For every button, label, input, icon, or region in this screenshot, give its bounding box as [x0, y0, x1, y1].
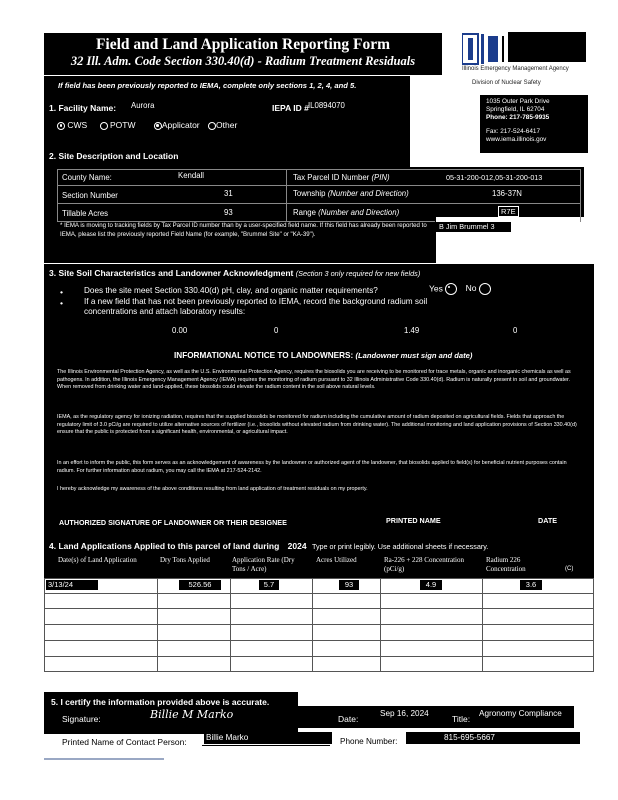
bullet-2: •: [60, 298, 64, 308]
yes-no-options: [429, 283, 491, 295]
soil-requirements-question: Does the site meet Section 330.40(d) pH, clay, and organic matter requirements?: [84, 286, 378, 295]
col-header-radium-226: Radium 226 Concentration: [486, 556, 526, 573]
bullet-1: •: [60, 287, 64, 297]
landowner-signature-label: AUTHORIZED SIGNATURE OF LANDOWNER OR THEIR DESIGNEE: [59, 518, 287, 527]
table-rule: [593, 578, 594, 672]
section-3-note: (Section 3 only required for new fields): [295, 269, 421, 278]
tillable-value[interactable]: 93: [224, 208, 233, 217]
address-line: Springfield, IL 62704: [486, 106, 545, 113]
option-label: CWS: [67, 120, 88, 130]
table-rule: [380, 578, 381, 672]
tillable-label: Tillable Acres: [62, 209, 109, 218]
applications-table: [44, 578, 594, 672]
section-4-heading: [49, 541, 488, 551]
table-rule: [44, 640, 594, 641]
range-value[interactable]: R7E: [498, 206, 519, 217]
table-cell-app-rate[interactable]: 5.7: [259, 580, 279, 590]
notice-title-note: (Landowner must sign and date): [355, 351, 473, 360]
radio-icon[interactable]: [154, 122, 162, 130]
option-label: POTW: [109, 120, 136, 130]
option-label: Other: [216, 120, 238, 130]
table-rule: [44, 671, 594, 672]
bg-value-1[interactable]: 0.00: [172, 326, 188, 335]
notice-paragraph-2: IEMA, as the regulatory agency for ionizing radiation, requires that the supplied biosolids be monitored for radium including the cumulative amount of radium deposited on agricultural fields. Fields that approach the regulatory limit of 3.0 pCi/g are required to utilize alternative sources of fertilizer (i.e., biosolids without elevated radium from drinking water). The additional monitoring and land application provisions of Section 330.40(d) ensure that the public is protected from a significant health, environmental, or agricultural impact.: [57, 414, 577, 436]
yes-label: Yes: [429, 283, 443, 294]
printed-name-contact-label: Printed Name of Contact Person:: [62, 737, 187, 747]
table-cell-acres[interactable]: 93: [339, 580, 359, 590]
county-label: County Name:: [62, 173, 112, 182]
township-value[interactable]: 136-37N: [492, 189, 522, 198]
section-3-heading: [49, 268, 420, 278]
date-field-value[interactable]: Sep 16, 2024: [380, 709, 429, 718]
table-rule: [230, 578, 231, 672]
field-name-footnote: * IEMA is moving to tracking fields by Tax Parcel ID number than by a user-specified field name. If this field has already been reported to IEMA, please list the previously reported Field Name (for example, "Brummel Site" or "KA-39").: [60, 222, 427, 238]
table-cell-dry-tons[interactable]: 526.56: [179, 580, 221, 590]
facility-name-value[interactable]: Aurora: [131, 101, 155, 110]
pin-label-text: Tax Parcel ID Number: [293, 173, 370, 182]
table-rule: [157, 578, 158, 672]
pin-label: [293, 173, 390, 182]
agency-address: [480, 95, 588, 153]
bg-value-3[interactable]: 1.49: [404, 326, 420, 335]
phone-value[interactable]: 815-695-5667: [406, 732, 580, 744]
radio-icon[interactable]: [57, 122, 65, 130]
facility-name-label: 1. Facility Name:: [49, 103, 117, 113]
table-rule: [44, 656, 594, 657]
option-other[interactable]: [208, 120, 237, 130]
col-header-acres: Acres Utilized: [316, 556, 357, 564]
option-applicator[interactable]: [154, 120, 200, 130]
section-number-label: Section Number: [62, 191, 118, 200]
iema-logo-mark: [462, 32, 587, 66]
option-cws[interactable]: [57, 120, 87, 130]
range-label-text: Range: [293, 208, 316, 217]
agency-division: Division of Nuclear Safety: [472, 80, 541, 86]
pin-value[interactable]: 05-31-200-012,05-31-200-013: [446, 173, 543, 182]
iepa-id-label: IEPA ID #: [272, 103, 309, 113]
phone-label: Phone Number:: [340, 737, 398, 746]
township-label: [293, 189, 409, 198]
yes-radio[interactable]: [445, 283, 457, 295]
township-label-text: Township: [293, 189, 326, 198]
background-radium-question: If a new field that has not been previously reported to IEMA, record the background radium soil concentrations and attach laboratory results:: [84, 297, 428, 317]
printed-name-underline: [202, 745, 330, 746]
notice-title-text: INFORMATIONAL NOTICE TO LANDOWNERS:: [174, 351, 354, 360]
section-5-heading: 5. I certify the information provided above is accurate.: [51, 697, 270, 707]
option-potw[interactable]: [100, 120, 136, 130]
range-label: [293, 208, 399, 217]
section-number-value[interactable]: 31: [224, 189, 233, 198]
divider: [57, 169, 58, 222]
field-name-value[interactable]: B Jim Brummel 3: [436, 222, 511, 232]
printed-name-label: PRINTED NAME: [386, 516, 441, 525]
col-header-date: Date(s) of Land Application: [58, 556, 137, 564]
pin-label-note: (PIN): [371, 173, 390, 182]
section-2-heading: 2. Site Description and Location: [49, 151, 179, 161]
title-field-label: Title:: [452, 714, 471, 724]
table-rule: [312, 578, 313, 672]
township-label-note: (Number and Direction): [327, 189, 409, 198]
col-header-ra-concentration: Ra-226 + 228 Concentration (pCi/g): [384, 556, 464, 573]
form-subtitle: 32 Ill. Adm. Code Section 330.40(d) - Radium Treatment Residuals: [70, 54, 416, 68]
radio-icon[interactable]: [208, 122, 216, 130]
divider: [580, 169, 581, 222]
no-label: No: [465, 283, 477, 294]
table-rule: [44, 578, 594, 579]
notice-title: [174, 351, 472, 360]
facility-type-options: [57, 120, 237, 130]
signature-underline: [140, 723, 328, 724]
divider: [57, 203, 580, 204]
printed-name-contact-value[interactable]: Billie Marko: [204, 732, 332, 744]
table-rule: [482, 578, 483, 672]
radio-icon[interactable]: [100, 122, 108, 130]
form-title: Field and Land Application Reporting Form: [95, 36, 391, 53]
bg-value-4[interactable]: 0: [513, 326, 518, 335]
address-line: www.iema.illinois.gov: [486, 136, 547, 143]
footer-rule: [44, 758, 164, 760]
table-rule: [44, 624, 594, 625]
agency-name: Illinois Emergency Management Agency: [462, 66, 569, 72]
notice-paragraph-1: The Illinois Environmental Protection Agency, as well as the U.S. Environmental Protection Agency, requires the biosolids you are receiving to be monitored for trace metals, organic and inorganic chemicals as well as pathogens. In addition, the Illinois Emergency Management Agency (IEMA) requires the monitoring of radium pursuant to 32 Illinois Administrative Code 330.40(d). Radium is naturally present in soil and groundwater. When removed from drinking water and land-applied, these biosolids could elevate the radium content in the soil above natural levels.: [57, 369, 571, 391]
table-cell-radium-226[interactable]: 3.6: [520, 580, 542, 590]
date-field-label: Date:: [338, 714, 359, 724]
table-cell-ra-concentration[interactable]: 4.9: [420, 580, 442, 590]
section-4-instructions: Type or print legibly. Use additional sheets if necessary.: [311, 542, 489, 551]
divider: [286, 169, 287, 222]
title-field-value[interactable]: Agronomy Compliance: [479, 709, 562, 718]
option-label: Applicator: [161, 120, 200, 130]
divider: [57, 185, 580, 186]
address-line: 1035 Outer Park Drive: [486, 98, 550, 105]
address-line: Fax: 217-524-6417: [486, 128, 541, 135]
col-header-dry-tons: Dry Tons Applied: [160, 556, 210, 564]
no-radio[interactable]: [479, 283, 491, 295]
table-rule: [44, 578, 45, 672]
notice-paragraph-4: I hereby acknowledge my awareness of the above conditions resulting from land application of treatment residuals on my property.: [57, 486, 368, 492]
section-4-year[interactable]: 2024: [287, 541, 307, 551]
range-label-note: (Number and Direction): [318, 208, 400, 217]
col-header-app-rate: Application Rate (Dry Tons / Acre): [232, 556, 295, 573]
notice-paragraph-3: In an effort to inform the public, this form serves as an acknowledgement of awareness by the landowner or authorized agent of the landowner, that biosolids applied to field(s) for beneficial nutrient purposes contain radium. For further information about radium, you may call the IEMA at 217-524-2142.: [57, 460, 567, 474]
col-header-c: (C): [565, 566, 574, 572]
section-4-title: 4. Land Applications Applied to this parcel of land during: [49, 541, 280, 551]
iema-logo: [462, 32, 587, 70]
address-line: Phone: 217-785-9935: [486, 114, 550, 121]
iepa-id-value[interactable]: IL0894070: [308, 101, 345, 110]
signature-label: Signature:: [62, 714, 101, 724]
county-value[interactable]: Kendall: [178, 171, 205, 180]
table-rule: [44, 608, 594, 609]
date-label: DATE: [538, 516, 558, 525]
table-cell-date[interactable]: 3/13/24: [46, 580, 98, 590]
form-header: [44, 33, 442, 75]
divider: [57, 169, 580, 170]
bg-value-2[interactable]: 0: [274, 326, 279, 335]
signature-value[interactable]: Billie M Marko: [150, 708, 234, 721]
table-rule: [44, 593, 594, 594]
previously-reported-note: If field has been previously reported to IEMA, complete only sections 1, 2, 4, and 5.: [58, 81, 357, 90]
section-3-title: 3. Site Soil Characteristics and Landowner Acknowledgment: [49, 268, 294, 278]
